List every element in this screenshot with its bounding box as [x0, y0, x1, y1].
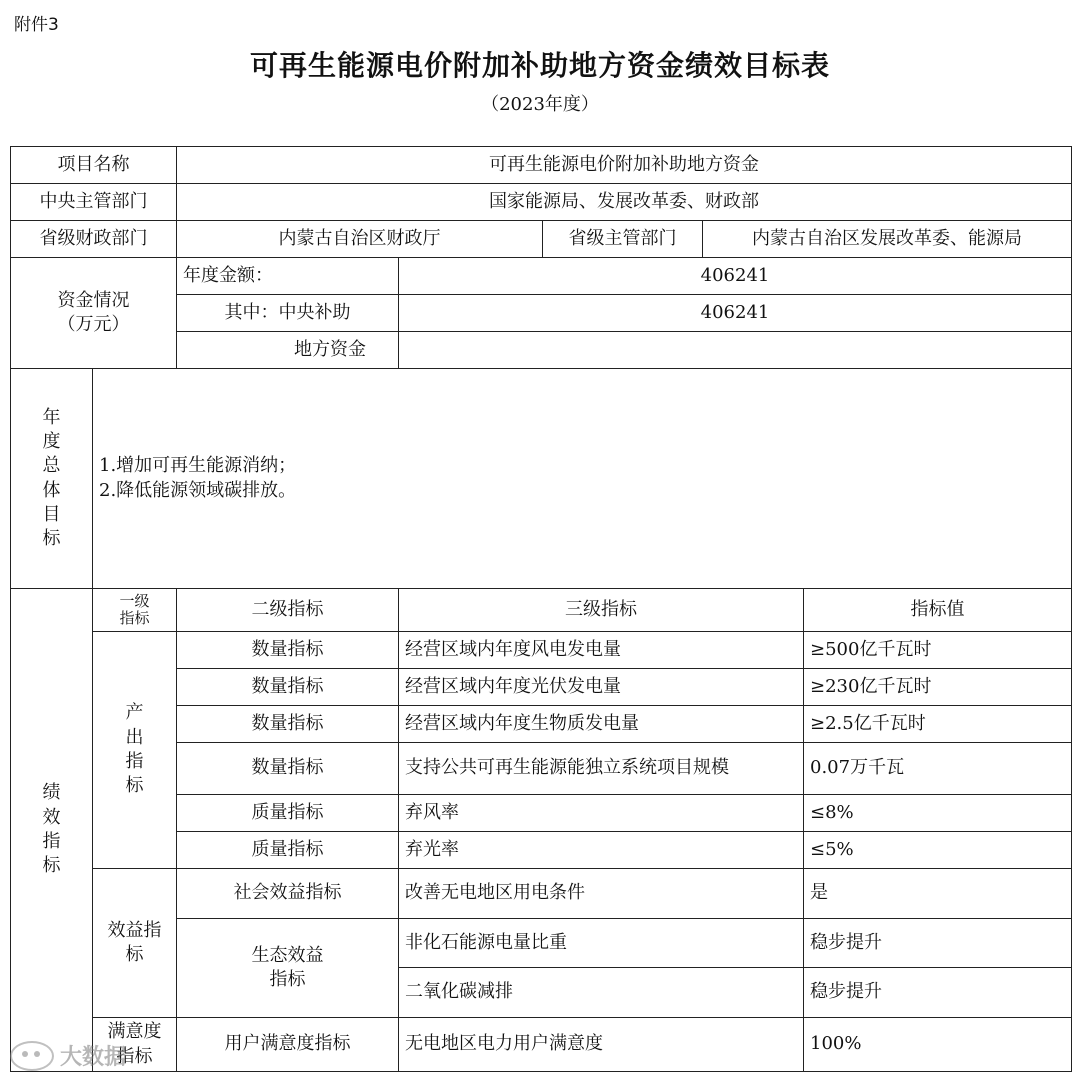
annual-amount-value: 406241 [399, 258, 1072, 295]
central-subsidy-value: 406241 [399, 295, 1072, 332]
performance-target-table [10, 146, 1072, 1072]
year-subtitle: （2023年度） [481, 94, 599, 115]
value-cell: 稳步提升 [804, 919, 1072, 968]
performance-char: 效 [42, 806, 61, 828]
output-indicator-label [93, 632, 177, 869]
annual-goal-item: 1.增加可再生能源消纳； [99, 455, 297, 477]
watermark [10, 1040, 126, 1071]
page-title: 可再生能源电价附加补助地方资金绩效目标表 [249, 49, 830, 82]
value-cell: ≥500亿千瓦时 [804, 632, 1072, 669]
row-project-name [11, 147, 1072, 184]
output-char: 指 [125, 751, 144, 772]
row-central-dept [11, 184, 1072, 221]
performance-char: 标 [42, 855, 61, 877]
level3-cell: 经营区域内年度生物质发电量 [399, 706, 804, 743]
eco-benefit-label [177, 919, 399, 1018]
level2-cell: 质量指标 [177, 795, 399, 832]
annual-goal-char: 体 [42, 479, 61, 501]
local-funds-label: 地方资金 [177, 332, 399, 369]
performance-char: 指 [42, 831, 61, 852]
provincial-finance-label: 省级财政部门 [11, 221, 177, 258]
value-cell: ≥230亿千瓦时 [804, 669, 1072, 706]
level3-cell: 经营区域内年度光伏发电量 [399, 669, 804, 706]
value-cell: 0.07万千瓦 [804, 743, 1072, 795]
header-level1-line1: 一级 [119, 591, 150, 610]
output-char: 标 [125, 775, 144, 797]
table-row [11, 632, 1072, 669]
provincial-dept-value: 内蒙古自治区发展改革委、能源局 [703, 221, 1072, 258]
level2-cell: 数量指标 [177, 669, 399, 706]
satisfaction-label-line2: 指标 [116, 1045, 153, 1067]
level3-cell: 非化石能源电量比重 [399, 919, 804, 968]
level3-cell: 经营区域内年度风电发电量 [399, 632, 804, 669]
benefit-indicator-label [93, 869, 177, 1018]
table-row [11, 869, 1072, 919]
level3-cell: 改善无电地区用电条件 [399, 869, 804, 919]
provincial-finance-value: 内蒙古自治区财政厅 [177, 221, 543, 258]
central-dept-label: 中央主管部门 [11, 184, 177, 221]
satisfaction-label-line1: 满意度 [107, 1021, 162, 1043]
value-cell: 100% [804, 1018, 1072, 1072]
level3-cell: 无电地区电力用户满意度 [399, 1018, 804, 1072]
central-dept-value: 国家能源局、发展改革委、财政部 [177, 184, 1072, 221]
level2-cell: 质量指标 [177, 832, 399, 869]
local-funds-value [399, 332, 1072, 369]
eco-label-line2: 指标 [269, 969, 306, 990]
value-cell: ≤8% [804, 795, 1072, 832]
output-char: 出 [125, 726, 144, 748]
annual-goal-content [93, 369, 1072, 589]
annual-goal-char: 年 [42, 406, 61, 428]
annual-goal-char: 目 [42, 503, 61, 525]
header-level3: 三级指标 [399, 589, 804, 632]
funding-label-line1: 资金情况 [57, 289, 130, 311]
annual-goal-char: 标 [42, 528, 61, 550]
level2-cell: 用户满意度指标 [177, 1018, 399, 1072]
provincial-dept-label: 省级主管部门 [543, 221, 703, 258]
annual-goal-char: 总 [42, 455, 61, 477]
eco-label-line1: 生态效益 [251, 944, 324, 966]
performance-char: 绩 [42, 782, 61, 804]
funding-label-line2: （万元） [57, 314, 130, 335]
row-provincial [11, 221, 1072, 258]
project-name-value: 可再生能源电价附加补助地方资金 [177, 147, 1072, 184]
central-subsidy-label: 其中：中央补助 [177, 295, 399, 332]
project-name-label: 项目名称 [11, 147, 177, 184]
row-funding-annual [11, 258, 1072, 295]
annual-amount-label: 年度金额： [177, 258, 399, 295]
output-char: 产 [125, 702, 144, 724]
value-cell: 稳步提升 [804, 968, 1072, 1018]
value-cell: 是 [804, 869, 1072, 919]
level3-cell: 弃光率 [399, 832, 804, 869]
level3-cell: 支持公共可再生能源能独立系统项目规模 [399, 743, 804, 795]
row-annual-goal [11, 369, 1072, 589]
watermark-text: 大数据 [60, 1045, 127, 1070]
value-cell: ≥2.5亿千瓦时 [804, 706, 1072, 743]
funding-label [11, 258, 177, 369]
level2-cell: 数量指标 [177, 706, 399, 743]
annual-goal-label [11, 369, 93, 589]
benefit-label-line1: 效益指 [107, 919, 162, 941]
level2-cell: 社会效益指标 [177, 869, 399, 919]
header-level1 [93, 589, 177, 632]
row-performance-header [11, 589, 1072, 632]
attachment-label: 附件3 [14, 15, 59, 35]
level2-cell: 数量指标 [177, 632, 399, 669]
level2-cell: 数量指标 [177, 743, 399, 795]
header-level1-line2: 指标 [119, 609, 150, 627]
wechat-icon [10, 1041, 54, 1071]
level3-cell: 二氧化碳减排 [399, 968, 804, 1018]
level3-cell: 弃风率 [399, 795, 804, 832]
value-cell: ≤5% [804, 832, 1072, 869]
header-value: 指标值 [804, 589, 1072, 632]
annual-goal-item: 2.降低能源领域碳排放。 [99, 479, 297, 501]
table-row [11, 1018, 1072, 1072]
annual-goal-char: 度 [42, 430, 61, 452]
header-level2: 二级指标 [177, 589, 399, 632]
performance-label [11, 589, 93, 1072]
benefit-label-line2: 标 [125, 944, 144, 965]
